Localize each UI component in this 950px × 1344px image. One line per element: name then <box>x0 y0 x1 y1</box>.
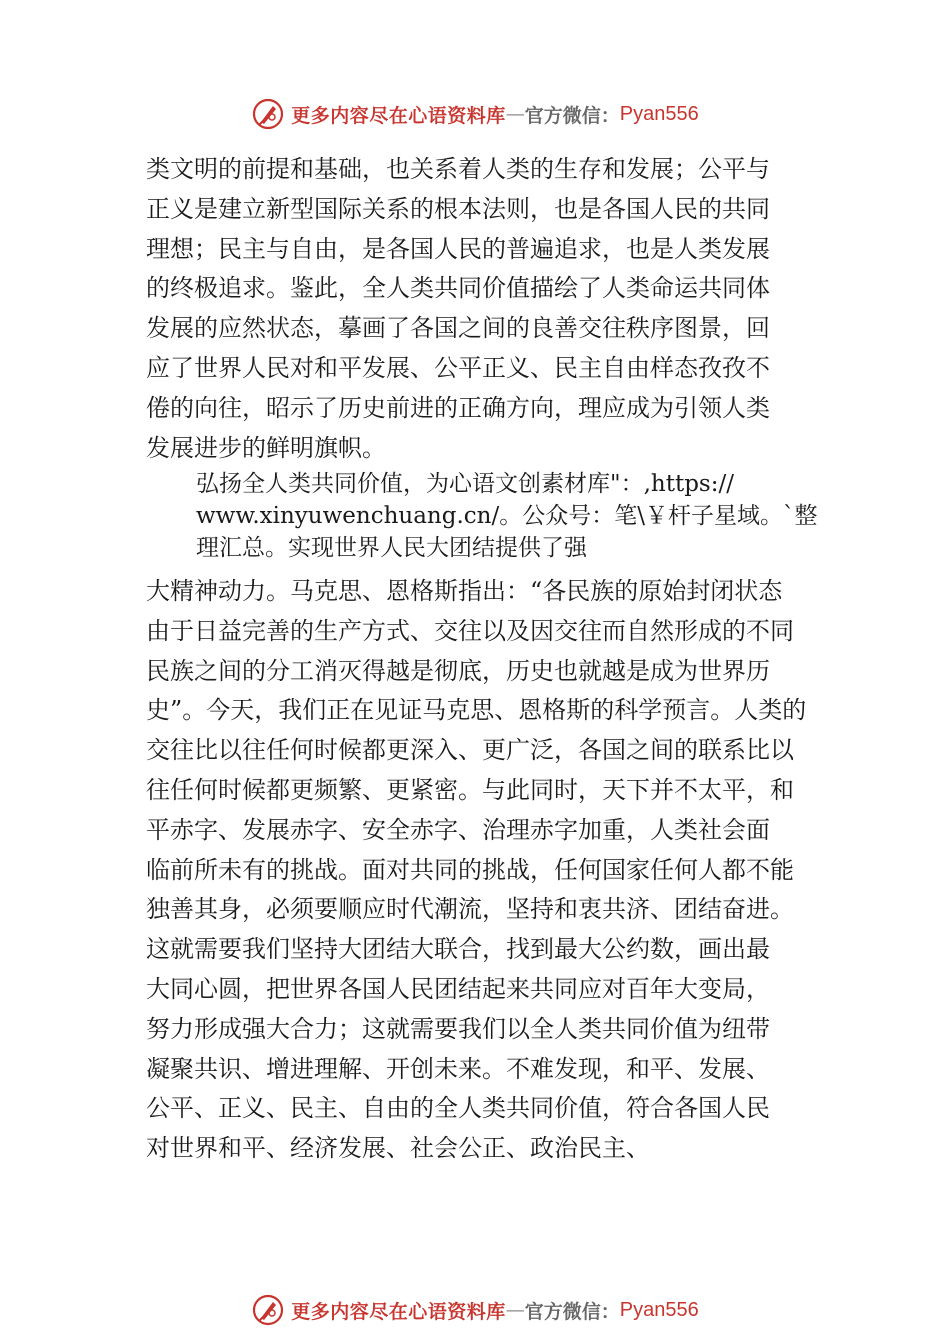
text-line: 发展进步的鲜明旗帜。 <box>146 433 386 462</box>
header-banner <box>0 94 950 134</box>
footer-subtitle: 官方微信： <box>524 1300 620 1323</box>
text-line: 交往比以往任何时候都更深入、更广泛，各国之间的联系比以 <box>146 736 794 765</box>
footer-separator: — <box>505 1299 525 1321</box>
text-line: 对世界和平、经济发展、社会公正、政治民主、 <box>146 1134 650 1163</box>
header-title: 更多内容尽在心语资料库 <box>291 104 506 127</box>
note-line: www.xinyuwenchuang.cn/。公众号：笔\￥杆子星域。`整 <box>196 503 818 529</box>
pen-nib-logo-icon <box>251 1293 285 1327</box>
paragraph-1 <box>146 150 826 468</box>
text-line: 大精神动力。马克思、恩格斯指出：“各民族的原始封闭状态 <box>146 577 783 605</box>
text-line: 倦的向往，昭示了历史前进的正确方向，理应成为引领人类 <box>146 393 770 422</box>
footer-banner <box>0 1290 950 1330</box>
header-separator: — <box>505 103 525 125</box>
text-line: 民族之间的分工消灭得越是彻底，历史也就越是成为世界历 <box>146 656 770 685</box>
text-line: 的终极追求。鉴此，全人类共同价值描绘了人类命运共同体 <box>146 274 770 303</box>
text-line: 这就需要我们坚持大团结大联合，找到最大公约数，画出最 <box>146 935 770 964</box>
text-line: 发展的应然状态，摹画了各国之间的良善交往秩序图景，回 <box>146 314 770 343</box>
note-line: 理汇总。实现世界人民大团结提供了强 <box>196 535 587 561</box>
text-line: 往任何时候都更频繁、更紧密。与此同时，天下并不太平，和 <box>146 775 794 804</box>
text-line: 理想；民主与自由，是各国人民的普遍追求，也是人类发展 <box>146 234 770 263</box>
text-line: 公平、正义、民主、自由的全人类共同价值，符合各国人民 <box>146 1094 770 1123</box>
text-line: 凝聚共识、增进理解、开创未来。不难发现，和平、发展、 <box>146 1054 770 1083</box>
header-subtitle: 官方微信： <box>524 104 620 127</box>
pen-nib-logo-icon <box>251 97 285 131</box>
paragraph-2 <box>146 572 826 1169</box>
text-line: 正义是建立新型国际关系的根本法则，也是各国人民的共同 <box>146 194 770 223</box>
note-line: 弘扬全人类共同价值，为心语文创素材库"：,https:// <box>196 471 734 497</box>
text-line: 大同心圆，把世界各国人民团结起来共同应对百年大变局， <box>146 974 770 1003</box>
text-line: 临前所未有的挑战。面对共同的挑战，任何国家任何人都不能 <box>146 855 794 884</box>
text-line: 平赤字、发展赤字、安全赤字、治理赤字加重，人类社会面 <box>146 815 770 844</box>
footer-wechat-id: Pyan556 <box>619 1298 699 1321</box>
header-wechat-id: Pyan556 <box>619 102 699 125</box>
text-line: 类文明的前提和基础，也关系着人类的生存和发展；公平与 <box>146 155 770 183</box>
text-line: 应了世界人民对和平发展、公平正义、民主自由样态孜孜不 <box>146 353 770 382</box>
footer-title: 更多内容尽在心语资料库 <box>291 1300 506 1323</box>
text-line: 独善其身，必须要顺应时代潮流，坚持和衷共济、团结奋进。 <box>146 895 794 924</box>
text-line: 努力形成强大合力；这就需要我们以全人类共同价值为纽带 <box>146 1014 770 1043</box>
text-line: 由于日益完善的生产方式、交往以及因交往而自然形成的不同 <box>146 616 794 645</box>
inserted-note <box>196 468 846 564</box>
text-line: 史”。今天，我们正在见证马克思、恩格斯的科学预言。人类的 <box>146 696 807 725</box>
